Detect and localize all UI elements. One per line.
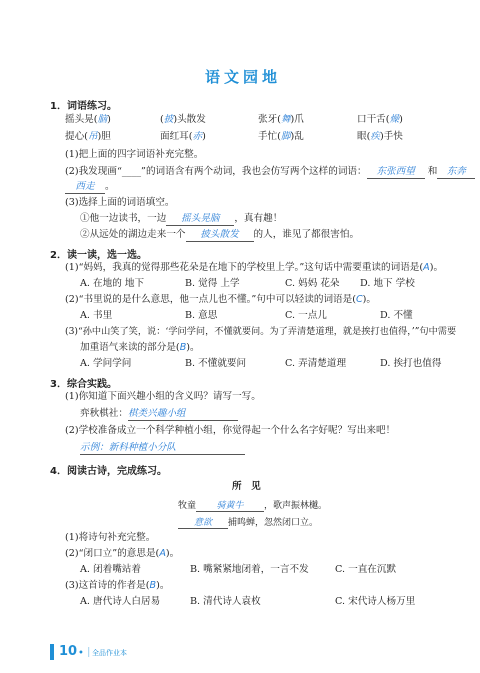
answer: 赤 xyxy=(192,131,203,142)
page-number: 10 xyxy=(59,644,78,659)
answer: A xyxy=(159,548,166,559)
answer: 东奔 xyxy=(437,166,475,179)
poem-title: 所 见 xyxy=(232,481,261,492)
q2-1: (1)“妈妈，我真的觉得那些花朵是在地下的学校里上学。”这句话中需要重读的词语是(A)。 xyxy=(65,262,444,273)
q2-3-opt-d: D. 挨打也值得 xyxy=(380,358,442,369)
q2-2-opt-d: D. 不懂 xyxy=(380,310,413,321)
answer: 舞 xyxy=(280,114,291,125)
q1-2: (2)我发现画“____”的词语含有两个动词，我也会仿写两个这样的词语： 东张西望 和 东奔 xyxy=(65,166,475,179)
word-row-2c: 手忙(脚)乱 xyxy=(258,131,304,142)
q4-2-opt-a: A. 闭着嘴站着 xyxy=(80,564,141,575)
answer: C xyxy=(355,294,363,305)
q1-3b: ②从远处的湖边走来一个 披头散发 的人，谁见了都很害怕。 xyxy=(80,229,360,240)
q4-3: (3)这首诗的作者是(B)。 xyxy=(65,580,170,591)
answer: B xyxy=(179,342,187,353)
answer: 燥 xyxy=(389,114,400,125)
answer: 骑黄牛 xyxy=(196,498,264,512)
q2-1-opt-a: A. 在地的 地下 xyxy=(80,278,145,289)
word-row-1b: (披)头散发 xyxy=(160,114,206,125)
answer: 脚 xyxy=(280,131,291,142)
q4-1: (1)将诗句补充完整。 xyxy=(65,532,156,543)
footer-bar xyxy=(50,644,54,660)
answer: 摇头晃脑 xyxy=(166,213,234,226)
word-row-1d: 口干舌(燥) xyxy=(357,114,403,125)
q2-2-opt-a: A. 书里 xyxy=(80,310,113,321)
answer: 疾 xyxy=(370,131,380,142)
q2-2: (2)“书里说的是什么意思，他一点儿也不懂。”句中可以轻读的词语是(C)。 xyxy=(65,294,377,305)
poem-line-1: 牧童 骑黄牛 ，歌声振林樾。 xyxy=(178,498,327,512)
word-row-1c: 张牙(舞)爪 xyxy=(258,114,304,125)
q3-1: (1)你知道下面兴趣小组的含义吗？请写一写。 xyxy=(65,391,261,402)
q2-1-opt-b: B. 觉得 上学 xyxy=(185,278,240,289)
q3-2-answer-line xyxy=(80,442,245,455)
q2-3-opt-b: B. 不懂就要问 xyxy=(185,358,247,369)
series-name: 全品作业本 xyxy=(92,649,127,657)
answer: 披 xyxy=(163,114,174,125)
q1-3a: ①他一边读书，一边 摇头晃脑 ，真有趣！ xyxy=(80,213,283,224)
q1-1: (1)把上面的四字词语补充完整。 xyxy=(65,149,204,160)
q1-2-cont: 西走 。 xyxy=(65,181,115,194)
q1-3: (3)选择上面的词语填空。 xyxy=(65,197,175,208)
answer: 披头散发 xyxy=(186,229,254,242)
q3-1-answer-line: 弈秋棋社：棋类兴趣小组 xyxy=(80,408,238,421)
q2-1-opt-d: D. 地下 学校 xyxy=(360,278,415,289)
word-row-1: 摇头晃(脑) xyxy=(65,114,111,125)
q2-1-opt-c: C. 妈妈 花朵 xyxy=(285,278,340,289)
answer: 示例：新科种植小分队 xyxy=(80,442,245,455)
word-row-2d: 眼(疾)手快 xyxy=(357,131,403,142)
answer: 意欲 xyxy=(178,515,228,529)
q2-2-opt-c: C. 一点儿 xyxy=(285,310,327,321)
q4-2: (2)“闭口立”的意思是(A)。 xyxy=(65,548,180,559)
answer: 吊 xyxy=(87,131,98,142)
q4-2-opt-b: B. 嘴紧紧地闭着，一言不发 xyxy=(190,564,309,575)
footer-dot: •｜ xyxy=(78,648,94,659)
q4-3-opt-a: A. 唐代诗人白居易 xyxy=(80,596,161,607)
section-1-heading: 1．词语练习。 xyxy=(50,101,117,112)
q4-3-opt-c: C. 宋代诗人杨万里 xyxy=(335,596,416,607)
q2-3-cont: 加重语气来读的部分是(B)。 xyxy=(80,342,200,353)
word-row-2b: 面红耳(赤) xyxy=(160,131,206,142)
q2-2-opt-b: B. 意思 xyxy=(185,310,218,321)
word-row-2a: 提心(吊)胆 xyxy=(65,131,111,142)
answer: 东张西望 xyxy=(367,166,425,179)
page-title: 语文园地 xyxy=(205,68,282,86)
answer: B xyxy=(149,580,157,591)
answer: 棋类兴趣小组 xyxy=(128,408,238,421)
q4-2-opt-c: C. 一直在沉默 xyxy=(335,564,397,575)
q2-3-opt-a: A. 学问学问 xyxy=(80,358,132,369)
q4-3-opt-b: B. 清代诗人袁枚 xyxy=(190,596,261,607)
q2-3-opt-c: C. 弄清楚道理 xyxy=(285,358,347,369)
answer: 脑 xyxy=(97,114,108,125)
answer: 西走 xyxy=(65,181,105,194)
section-3-heading: 3．综合实践。 xyxy=(50,379,117,390)
section-2-heading: 2．读一读，选一选。 xyxy=(50,250,147,261)
q2-3: (3)“孙中山笑了笑，说：‘学问学问，不懂就要问。为了弄清楚道理，就是挨打也值得，’”句中需要 xyxy=(65,326,457,337)
q3-2: (2)学校准备成立一个科学种植小组，你觉得起一个什么名字好呢？写出来吧！ xyxy=(65,425,396,436)
poem-line-2: 意欲 捕鸣蝉，忽然闭口立。 xyxy=(178,515,318,529)
section-4-heading: 4．阅读古诗，完成练习。 xyxy=(50,466,167,477)
answer: A xyxy=(423,262,430,273)
